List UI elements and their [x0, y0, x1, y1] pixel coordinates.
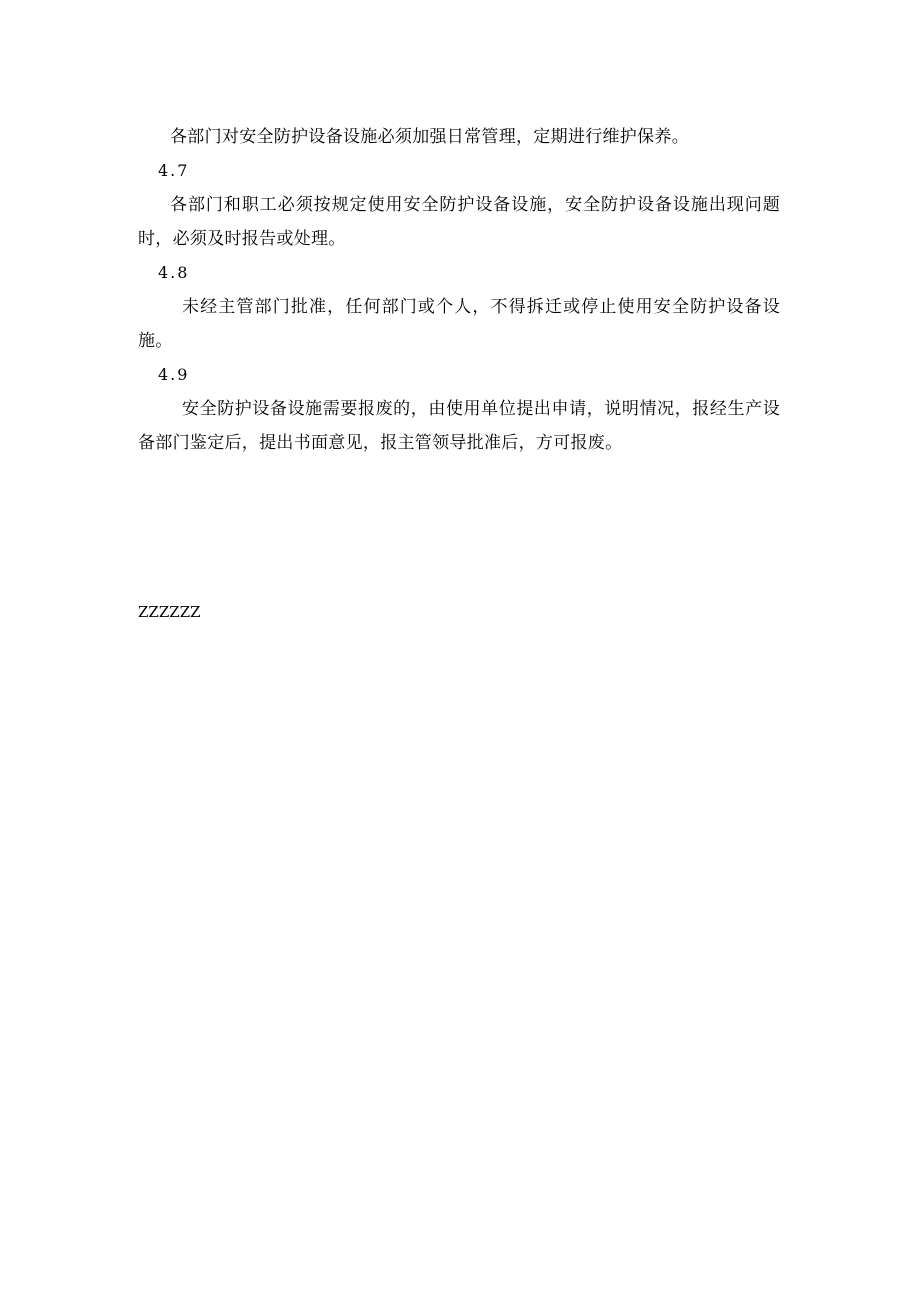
paragraph-approval: 未经主管部门批准，任何部门或个人，不得拆迁或停止使用安全防护设备设施。 — [138, 297, 780, 351]
document-body — [138, 120, 780, 460]
section-number-4-7: 4.7 — [158, 161, 190, 180]
footer-mark: ZZZZZZ — [138, 603, 201, 621]
paragraph-usage: 各部门和职工必须按规定使用安全防护设备设施，安全防护设备设施出现问题时，必须及时报告或处理。 — [138, 195, 780, 249]
paragraph-scrapping: 安全防护设备设施需要报废的，由使用单位提出申请，说明情况，报经生产设备部门鉴定后，提出书面意见，报主管领导批准后，方可报废。 — [138, 399, 780, 453]
section-number-4-9: 4.9 — [158, 365, 190, 384]
paragraph-maintenance: 各部门对安全防护设备设施必须加强日常管理，定期进行维护保养。 — [170, 127, 689, 147]
section-number-4-8: 4.8 — [158, 263, 190, 282]
